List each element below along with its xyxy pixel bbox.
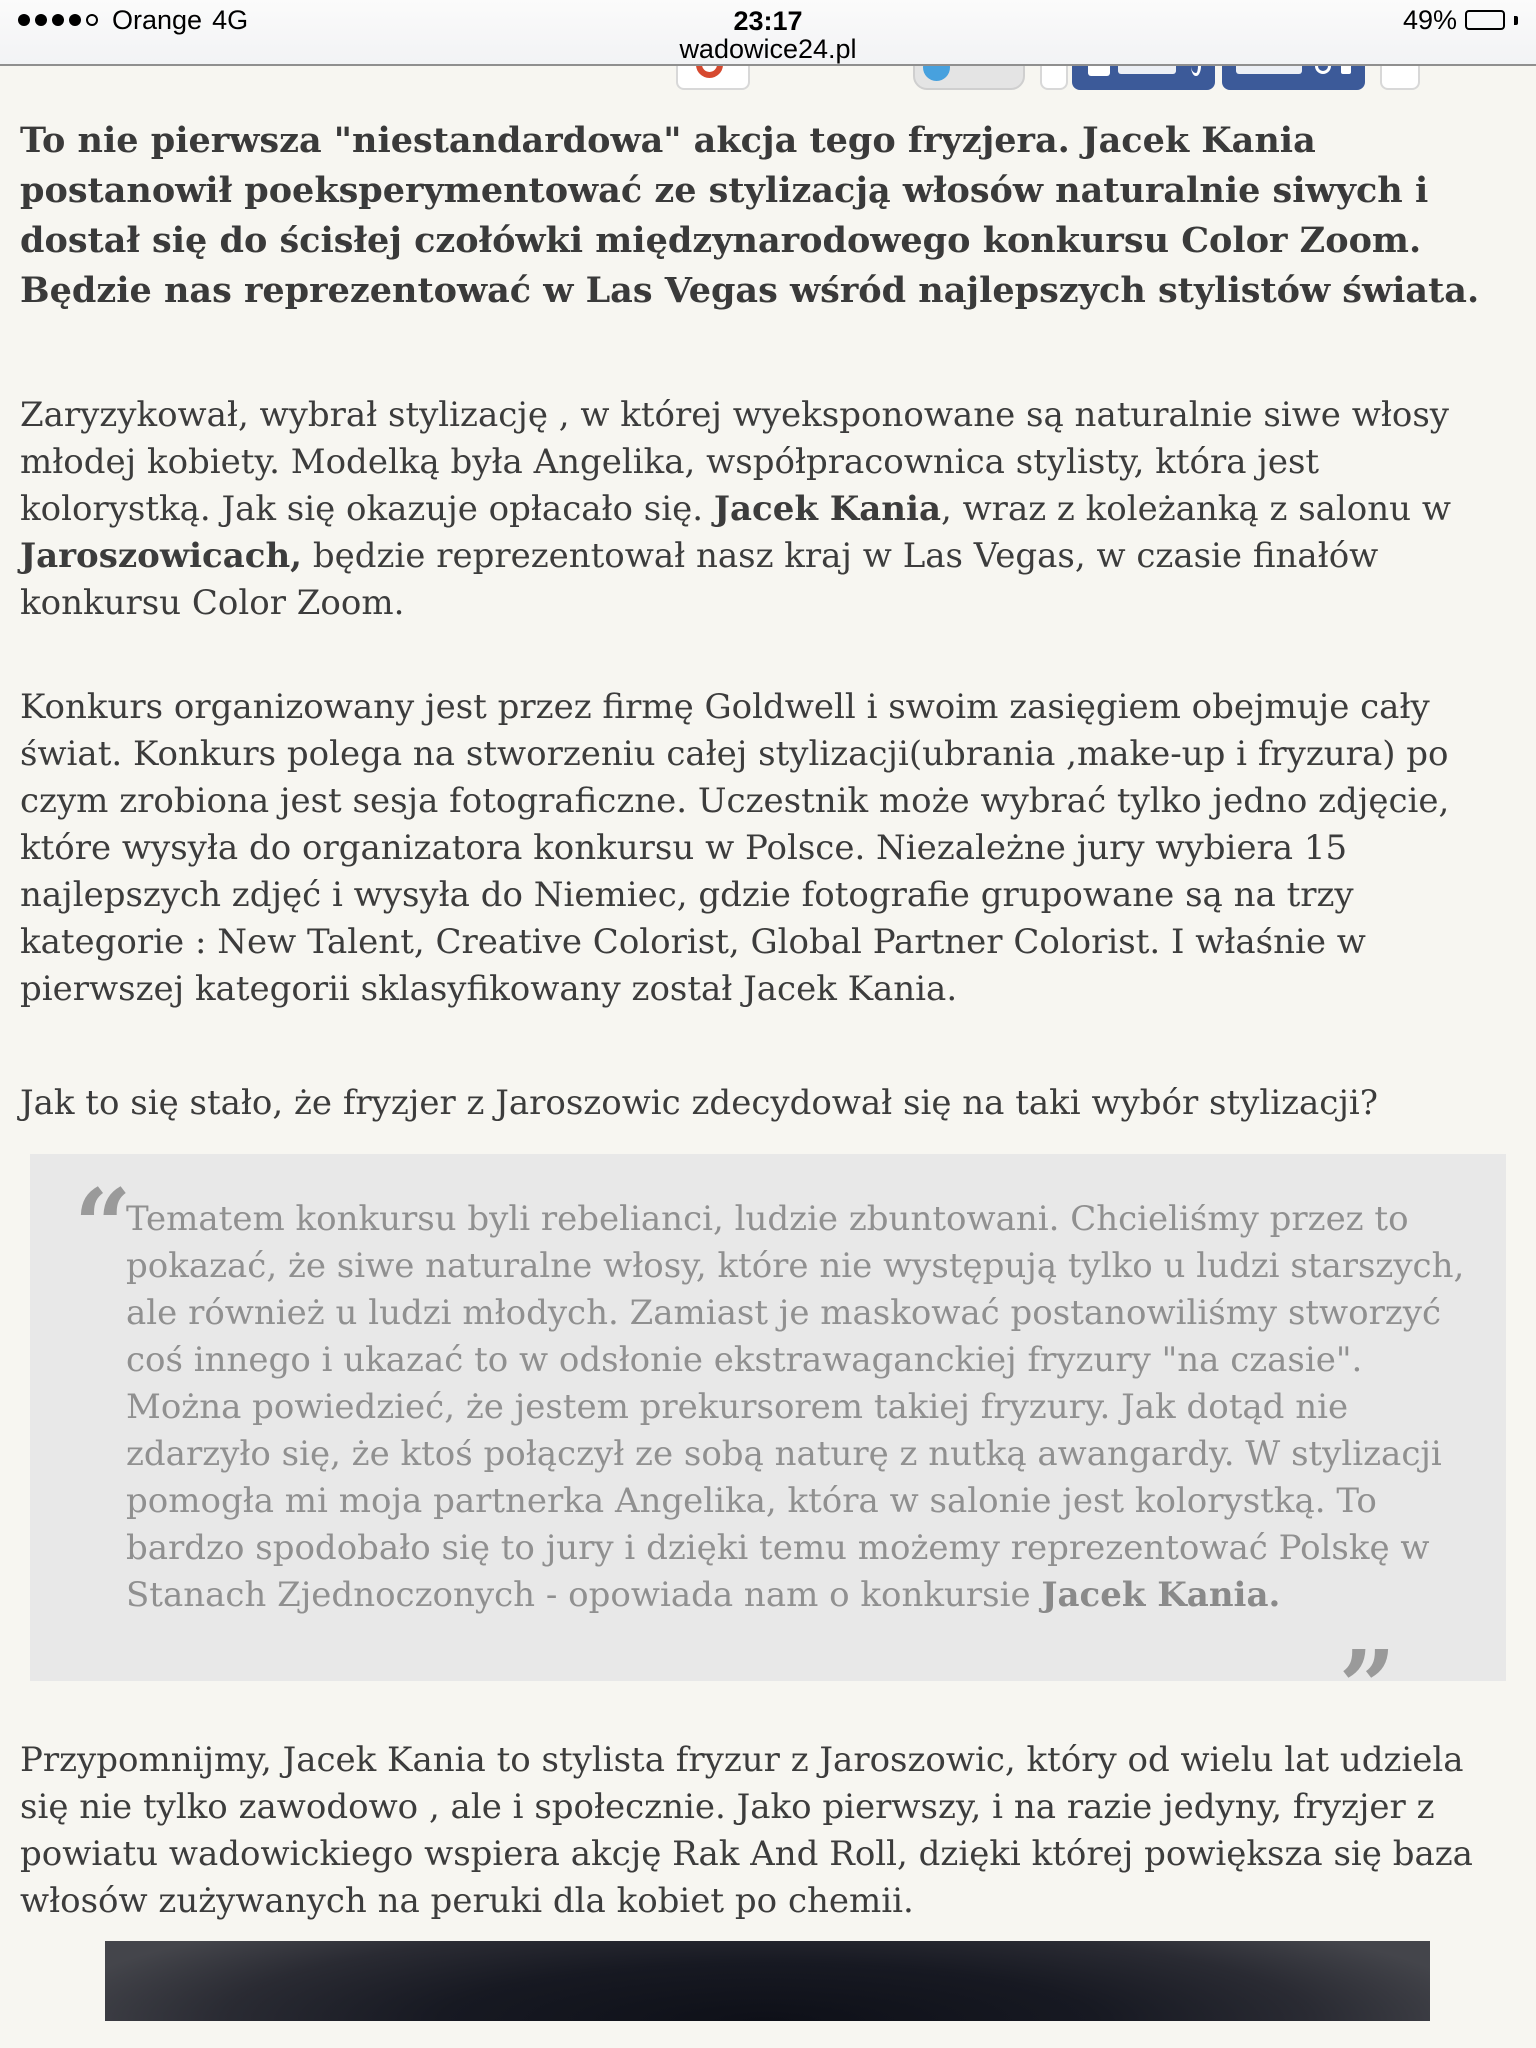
quote-text — [126, 1196, 1466, 1619]
paragraph-question: Jak to się stało, że fryzjer z Jaroszowic zdecydował się na taki wybór stylizacji? — [20, 1083, 1378, 1123]
share-label-fragment — [1236, 66, 1302, 74]
share-glyph-fragment — [1315, 66, 1331, 74]
paragraph-risk-text-2: , wraz z koleżanką z salonu w — [940, 489, 1451, 529]
google-plus-share-button[interactable] — [676, 66, 750, 90]
share-count-bubble-right — [1380, 66, 1420, 90]
like-count-fragment — [1191, 66, 1201, 76]
google-plus-icon — [696, 66, 723, 78]
share-count-bubble — [1040, 66, 1068, 90]
article-lead: To nie pierwsza "niestandardowa" akcja tego fryzjera. Jacek Kania postanowił poeksperymentować ze stylizacją włosów naturalnie siwych i dostał się do ścisłej czołówki międzynarodowego konkursu Color Zoom. Będzie nas reprezentować w Las Vegas wśród najlepszych stylistów świata. — [20, 120, 1480, 311]
battery-icon — [1465, 10, 1505, 30]
like-label-fragment — [1118, 66, 1176, 74]
share-buttons-strip — [0, 66, 1536, 92]
share-glyph-fragment-2 — [1341, 66, 1351, 74]
carrier-label: Orange — [112, 4, 203, 35]
clock-label: 23:17 — [733, 6, 803, 36]
quote-body-text: Tematem konkursu byli rebelianci, ludzie zbuntowani. Chcieliśmy przez to pokazać, że siwe naturalne włosy, które nie występują tylko u ludzi starszych, ale również u ludzi młodych. Zamiast je maskować postanowiliśmy stworzyć coś innego i ukazać to w odsłonie ekstrawaganckiej fryzury "na czasie". Można powiedzieć, że jestem prekursorem takiej fryzury. Jak dotąd nie zdarzyło się, że ktoś połączył ze sobą naturę z nutką awangardy. W stylizacji pomogła mi moja partnerka Angelika, która w salonie jest kolorystką. To bardzo spodobało się to jury i dzięki temu możemy reprezentować Polskę w Stanach Zjednoczonych - opowiada nam o konkursie — [126, 1199, 1465, 1615]
twitter-share-button[interactable] — [913, 66, 1025, 90]
paragraph-recap: Przypomnijmy, Jacek Kania to stylista fryzur z Jaroszowic, który od wielu lat udziela się nie tylko zawodowo , ale i społecznie. Jako pierwszy, i na razie jedyny, fryzjer z powiatu wadowickiego wspiera akcję Rak And Roll, dzięki której powiększa się baza włosów zużywanych na peruki dla kobiet po chemii. — [20, 1740, 1473, 1921]
bold-jaroszowicach: Jaroszowicach, — [20, 536, 303, 576]
bold-jacek-kania: Jacek Kania — [713, 489, 941, 529]
quote-bold-jacek-kania: Jacek Kania. — [1041, 1575, 1281, 1615]
paragraph-contest: Konkurs organizowany jest przez firmę Goldwell i swoim zasięgiem obejmuje cały świat. Konkurs polega na stworzeniu całej stylizacji(ubrania ,make-up i fryzura) po czym zrobiona jest sesja fotograficzne. Uczestnik może wybrać tylko jedno zdjęcie, które wysyła do organizatora konkursu w Polsce. Niezależne jury wybiera 15 najlepszych zdjęć i wysyła do Niemiec, gdzie fotografie grupowane są na trzy kategorie : New Talent, Creative Colorist, Global Partner Colorist. I właśnie w pierwszej kategorii sklasyfikowany został Jacek Kania. — [20, 687, 1450, 1009]
browser-top-bars — [0, 0, 1536, 66]
network-type-label: 4G — [212, 4, 249, 35]
article-body — [0, 116, 1536, 2021]
article-photo-top-edge — [105, 1941, 1430, 2021]
facebook-like-button[interactable] — [1072, 66, 1215, 90]
thumbs-up-icon — [1088, 66, 1110, 76]
paragraph-risk-text: Zaryzykował, wybrał stylizację , w której wyeksponowane są naturalnie siwe włosy młodej kobiety. Modelką była Angelika, współpracownica stylisty, która jest kolorystką. Jak się okazuje opłacało się. — [20, 395, 1449, 529]
paragraph-risk — [20, 392, 1516, 627]
paragraph-risk-text-3: będzie reprezentował nasz kraj w Las Vegas, w czasie finałów konkursu Color Zoom. — [20, 536, 1379, 623]
address-bar[interactable]: wadowice24.pl — [679, 34, 857, 64]
facebook-share-button[interactable] — [1222, 66, 1365, 90]
battery-percent-label: 49% — [1402, 4, 1457, 35]
blockquote: “ Tematem konkursu byli rebelianci, ludzie zbuntowani. Chcieliśmy przez to pokazać, że siwe naturalne włosy, które nie występują tylko u ludzi starszych, ale również u ludzi młodych. Zamiast je maskować postanowiliśmy stworzyć coś innego i ukazać to w odsłonie ekstrawaganckiej fryzury "na czasie". Można powiedzieć, że jestem prekursorem takiej fryzury. Jak dotąd nie zdarzyło się, że ktoś połączył ze sobą naturę z nutką awangardy. W stylizacji pomogła mi moja partnerka Angelika, która w salonie jest kolorystką. To bardzo spodobało się to jury i dzięki temu możemy reprezentować Polskę w Stanach Zjednoczonych - opowiada nam o konkursie Jacek Kania. ” — [30, 1154, 1506, 1681]
twitter-icon — [923, 66, 950, 81]
